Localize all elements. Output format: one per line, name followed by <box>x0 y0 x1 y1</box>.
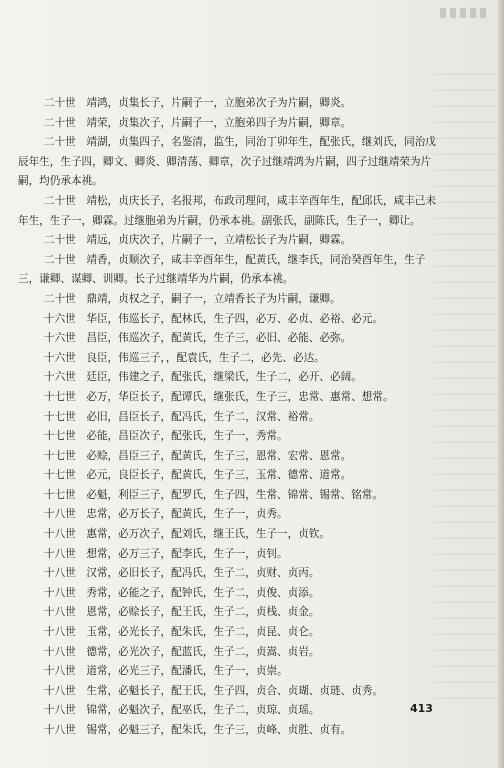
entry-text: 十八世 想常，必万三子，配李氏，生子一，贞钊。 <box>44 547 288 560</box>
entry-text: 十六世 良臣，伟巡三子，，配袁氏，生子二，必先、必达。 <box>44 351 325 364</box>
entry-text: 十八世 秀常，必能之子，配钟氏，生子二，贞俊、贞添。 <box>44 586 320 599</box>
entry-text: 二十世 靖鸿，贞集长子，片嗣子一，立胞弟次子为片嗣，卿炎。 <box>44 97 352 109</box>
entry-text: 十七世 必万，华臣长子，配谭氏，继张氏，生子三，忠常、惠常、想常。 <box>44 390 394 403</box>
top-margin-mark <box>440 8 490 18</box>
genealogy-entry <box>18 466 442 486</box>
entry-text: 十八世 玉常，必光长子，配朱氏，生子二，贞昆、贞仑。 <box>44 626 320 639</box>
genealogy-entry <box>18 486 442 506</box>
entry-text: 二十世 鼎靖，贞权之子，嗣子一，立靖香长子为片嗣，谦卿。 <box>44 292 341 305</box>
genealogy-entry <box>18 408 442 428</box>
page-number: 413 <box>410 702 433 715</box>
genealogy-text-block <box>18 94 442 741</box>
entry-text: 十七世 必魁，利臣三子，配罗氏，生子四，生常、锦常、锡常、铭常。 <box>44 488 383 501</box>
genealogy-entry <box>18 388 442 408</box>
entry-text: 十六世 华臣，伟巡长子，配林氏，生子四，必万、必贞、必裕、必元。 <box>44 312 383 325</box>
page-edge <box>498 0 504 768</box>
genealogy-entry <box>18 447 442 467</box>
entry-text: 十七世 必元，良臣长子，配黄氏，生子三，玉常、德常、道常。 <box>44 469 352 482</box>
genealogy-entry <box>18 662 442 682</box>
genealogy-entry <box>18 545 442 565</box>
genealogy-entry <box>18 525 442 545</box>
entry-text: 二十世 靖湖，贞集四子，名鉴清，监生，同治丁卯年生，配张氏，继刘氏，同治戊辰年生，生子四，卿文、卿炎、卿清荡、卿章，次子过继靖鸿为片嗣，四子过继靖荣为片嗣，均仍承本祧。 <box>18 136 436 188</box>
entry-text: 十七世 必能，昌臣次子，配张氏，生子一，秀常。 <box>44 430 288 443</box>
genealogy-entry <box>18 368 442 388</box>
genealogy-entry <box>18 94 442 114</box>
entry-text: 十八世 德常，必光次子，配蓝氏，生子二，贞嵩、贞岩。 <box>44 645 320 658</box>
genealogy-entry <box>18 231 442 251</box>
genealogy-entry <box>18 114 442 134</box>
entry-text: 十六世 廷臣，伟建之子，配张氏，继梁氏，生子二，必开、必阔。 <box>44 371 362 384</box>
genealogy-entry <box>18 721 442 741</box>
genealogy-entry <box>18 584 442 604</box>
entry-text: 十八世 恩常，必赊长子，配王氏，生子二，贞栈、贞金。 <box>44 606 320 619</box>
entry-text: 二十世 靖远，贞庆次子，片嗣子一，立靖松长子为片嗣，卿霖。 <box>44 234 352 247</box>
bleed-through-texture <box>434 60 504 700</box>
entry-text: 十七世 必旧，昌臣长子，配冯氏，生子二，汉常、裕常。 <box>44 410 320 423</box>
entry-text: 二十世 靖香，贞顺次子，咸丰辛酉年生，配黄氏，继李氏，同治癸酉年生，生子三，谦卿、谋卿、训卿。长子过继靖华为片嗣，仍承本祧。 <box>18 253 426 286</box>
genealogy-entry <box>18 603 442 623</box>
entry-text: 十八世 锦常，必魁次子，配巫氏，生子二，贞琼、贞瑶。 <box>44 704 320 717</box>
genealogy-entry <box>18 133 442 192</box>
genealogy-entry <box>18 427 442 447</box>
genealogy-entry <box>18 192 442 231</box>
entry-text: 十六世 昌臣，伟巡次子，配黄氏，生子三，必旧、必能、必弥。 <box>44 332 352 345</box>
entry-text: 十七世 必赊，昌臣三子，配黄氏，生子三，恩常、宏常、恩常。 <box>44 449 352 462</box>
entry-text: 十八世 锡常，必魁三子，配朱氏，生子三，贞峰、贞胜、贞有。 <box>44 724 352 736</box>
genealogy-entry <box>18 329 442 349</box>
genealogy-entry <box>18 310 442 330</box>
genealogy-entry <box>18 349 442 369</box>
entry-text: 十八世 汉常，必旧长子，配冯氏，生子二，贞财、贞丙。 <box>44 567 320 580</box>
genealogy-entry <box>18 623 442 643</box>
entry-text: 十八世 惠常，必万次子，配刘氏，继王氏，生子一，贞钦。 <box>44 528 331 541</box>
entry-text: 二十世 靖荣，贞集次子，片嗣子一，立胞弟四子为片嗣，卿章。 <box>44 116 352 129</box>
genealogy-entry <box>18 505 442 525</box>
entry-text: 十八世 忠常，必万长子，配黄氏，生子一，贞秀。 <box>44 508 288 521</box>
genealogy-entry <box>18 701 442 721</box>
genealogy-entry <box>18 290 442 310</box>
genealogy-entry <box>18 643 442 663</box>
entry-text: 十八世 道常，必光三子，配潘氏，生子一，贞崇。 <box>44 665 288 678</box>
genealogy-entry <box>18 682 442 702</box>
genealogy-entry <box>18 564 442 584</box>
genealogy-entry <box>18 251 442 290</box>
entry-text: 十八世 生常，必魁长子，配王氏，生子四，贞合、贞瑚、贞琏、贞秀。 <box>44 684 383 697</box>
entry-text: 二十世 靖松，贞庆长子，名报邦，布政司理问，咸丰辛酉年生，配邱氏，咸丰己未年生，生子一，卿霖。过继胞弟为片嗣，仍承本祧。副张氏，副陈氏，生子一，卿让。 <box>18 194 436 227</box>
